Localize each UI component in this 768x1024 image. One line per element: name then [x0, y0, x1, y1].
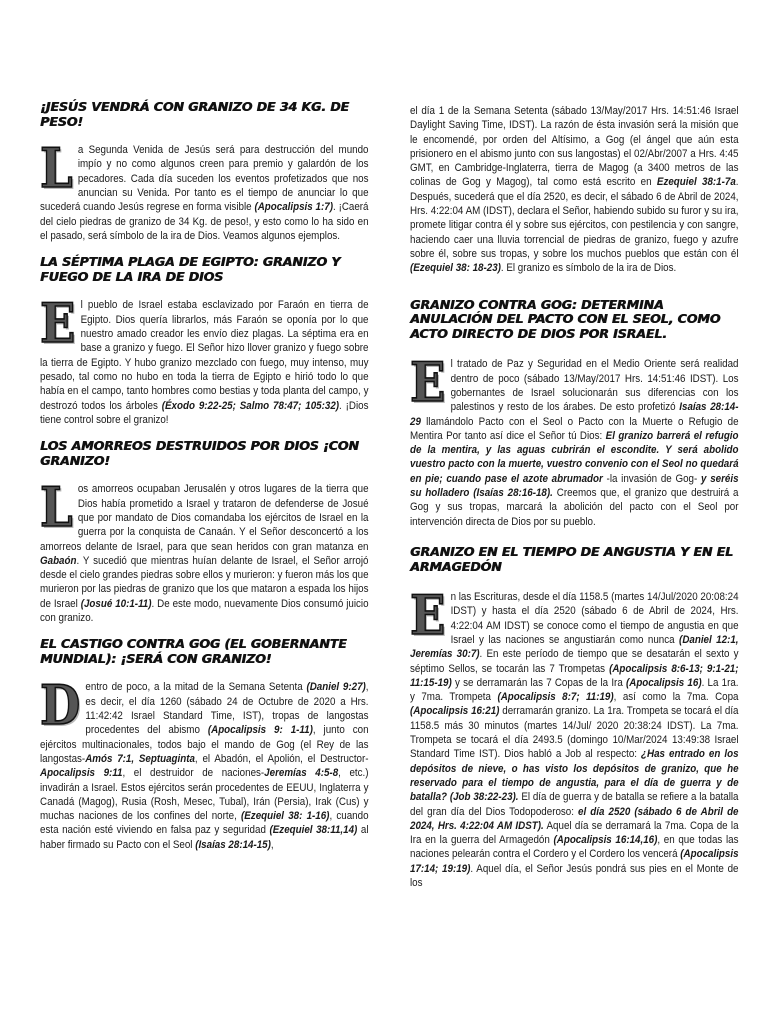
- paragraph: El tratado de Paz y Seguridad en el Medio Oriente será realidad dentro de poco (sábado 13/May/2017 Hrs. 14:51:46 IDST). Los gobernantes de Israel solucionarán sus diferencias con los palestinos y resto de los árabes. De esto profetizó Isaías 28:14-29 llamándolo Pacto con el Seol o Pacto con la Muerte o Refugio de Mentira Por tanto así dice el Señor tú Dios: El granizo barrerá el refugio de la mentira, y las aguas cubrirán el escondite. Y será abolido vuestro pacto con la muerte, vuestro convenio con el Seol no quedará en pie; cuando pase el azote abrumador -la invasión de Gog- y seréis su holladero (Isaías 28:16-18). Creemos que, el granizo que destruirá a Gog y sus tropas, marcará la abolición del pacto con el Seol por intervención directa de Dios por su pueblo.: [410, 350, 739, 528]
- drop-cap: E: [410, 350, 446, 415]
- section-heading: LA SÉPTIMA PLAGA DE EGIPTO: GRANIZO Y FUEGO DE LA IRA DE DIOS: [40, 254, 341, 284]
- section-heading: GRANIZO CONTRA GOG: DETERMINA ANULACIÓN DEL PACTO CON EL SEOL, COMO ACTO DIRECTO DE DIOS POR ISRAEL.: [410, 296, 721, 341]
- drop-cap: D: [40, 673, 81, 738]
- drop-cap: E: [410, 583, 446, 648]
- right-column: [410, 104, 738, 890]
- drop-cap: E: [40, 291, 76, 356]
- left-column: [40, 100, 368, 852]
- paragraph: La Segunda Venida de Jesús será para destrucción del mundo impío y no como algunos creen para premio y galardón de los pecadores. Cada día suceden los eventos profetizados que nos anuncian su Venida. Por tanto es el tiempo de anunciar lo que sucederá cuando Jesús regrese en forma visible (Apocalipsis 1:7). ¡Caerá del cielo piedras de granizo de 34 Kg. de peso!, y esto como lo ha sido en el pasado, será símbolo de la ira de Dios. Veamos algunos ejemplos.: [40, 136, 369, 242]
- paragraph: El pueblo de Israel estaba esclavizado por Faraón en tierra de Egipto. Dios quería librarlos, más Faraón se oponía por lo que nuestro amado creador les envío diez plagas. La séptima era en base a granizo y fuego. El Señor hizo llover granizo y fuego sobre la tierra de Egipto. Y hubo granizo mezclado con fuego, muy intenso, muy pesado, tal como no hubo en toda la tierra de Egipto e hirió todo lo que había en el campo, tanto hombres como bestias y toda planta del campo, y destrozó todos los árboles (Éxodo 9:22-25; Salmo 78:47; 105:32). ¡Dios tiene control sobre el granizo!: [40, 291, 369, 426]
- paragraph: En las Escrituras, desde el día 1158.5 (martes 14/Jul/2020 20:08:24 IDST) y hasta el día 2520 (sábado 6 de Abril de 2024, Hrs. 4:22:04 AM IDST) se conoce como el tiempo de angustia en que Israel y las naciones se angustiarán como nunca (Daniel 12:1, Jeremías 30:7). En este período de tiempo que se desatarán el sexto y séptimo Sellos, se tocarán las 7 Trompetas (Apocalipsis 8:6-13; 9:1-21; 11:15-19) y se derramarán las 7 Copas de la Ira (Apocalipsis 16). La 1ra. y 7ma. Trompeta (Apocalipsis 8:7; 11:19), así como la 7ma. Copa (Apocalipsis 16:21) derramarán granizo. La 1ra. Trompeta se tocará el día 1158.5 más 30 minutos (martes 14/Jul/ 2020 20:38:24 IDST). La 7ma. Trompeta se tocará el día 2493.5 (domingo 10/Mar/2024 13:49:38 Israel Standard Time IST). Dios habló a Job al respecto: ¿Has entrado en los depósitos de nieve, o has visto los depósitos de granizo, que he reservado para el tiempo de angustia, para el día de guerra y de batalla? (Job 38:22-23). El día de guerra y de batalla se refiere a la batalla del gran día del Dios Todopoderoso: el día 2520 (sábado 6 de Abril de 2024, Hrs. 4:22:04 AM IDST). Aquel día se derramará la 7ma. Copa de la Ira en la guerra del Armagedón (Apocalipsis 16:14,16), en que todas las naciones pelearán contra el Cordero y el Cordero los vencerá (Apocalipsis 17:14; 19:19). Aquel día, el Señor Jesús pondrá sus pies en el Monte de los: [410, 583, 739, 890]
- drop-cap: L: [40, 475, 73, 540]
- section-heading: LOS AMORREOS DESTRUIDOS POR DIOS ¡CON GRANIZO!: [40, 438, 359, 468]
- section-heading: ¡JESÚS VENDRÁ CON GRANIZO DE 34 KG. DE PESO!: [40, 99, 349, 129]
- section-heading: EL CASTIGO CONTRA GOG (EL GOBERNANTE MUNDIAL): ¡SERÁ CON GRANIZO!: [40, 636, 347, 666]
- paragraph: el día 1 de la Semana Setenta (sábado 13/May/2017 Hrs. 14:51:46 Israel Daylight Saving Time, IDST). La razón de ésta invasión será la misión que le encomendé, por orden del Altísimo, a Gog (el ángel que aún esta prisionero en el abismo junto con sus langostas) el 02/Abr/2007 a Hrs. 4:45 GMT, en Cambridge-Inglaterra, tierra de Magog (a 3400 metros de las colinas de Gog y Magog), tal como está escrito en Ezequiel 38:1-7a. Después, sucederá que el día 2520, es decir, el sábado 6 de Abril de 2024, Hrs. 4:22:04 AM (IDST), declara el Señor, habiendo subido su furor y su ira, promete litigar contra él y sobre sus ejércitos, con pestilencia y con sangre, haciendo caer una lluvia torrencial de piedras de granizo, fuego y azufre sobre él, sobre sus tropas, y sobre los muchos pueblos que están con él (Ezequiel 38: 18-23). El granizo es símbolo de la ira de Dios.: [410, 105, 739, 275]
- paragraph: Dentro de poco, a la mitad de la Semana Setenta (Daniel 9:27), es decir, el día 1260 (sábado 24 de Octubre de 2020 a Hrs. 11:42:42 Israel Standard Time, IST), tropas de langostas procedentes del abismo (Apocalipsis 9: 1-11), junto con ejércitos multinacionales, todos bajo el mando de Gog (el Rey de las langostas-Amós 7:1, Septuaginta, el Abadón, el Apolión, el Destructor-Apocalipsis 9:11, el destruidor de naciones-Jeremías 4:5-8, etc.) invadirán a Israel. Estos ejércitos serán procedentes de EEUU, Inglaterra y Canadá (Magog), Rusia (Rosh, Mesec, Tubal), Irán (Persia), Irak (Cus) y muchas naciones de los confines del norte, (Ezequiel 38: 1-16), cuando esta nación esté viviendo en falsa paz y seguridad (Ezequiel 38:11,14) al haber firmado su Pacto con el Seol (Isaías 28:14-15),: [40, 673, 369, 851]
- drop-cap: L: [40, 136, 73, 201]
- paragraph: Los amorreos ocupaban Jerusalén y otros lugares de la tierra que Dios había prometido a Israel y trataron de defenderse de Josué que por mandato de Dios comandaba los ejércitos de Israel en la guerra por la conquista de Canaán. Y el Señor desconcertó a los amorreos delante de Israel, para que sean heridos con gran matanza en Gabaón. Y sucedió que mientras huían delante de Israel, el Señor arrojó desde el cielo grandes piedras sobre ellos y murieron: y fueron más los que murieron por las piedras de granizo que los que mataron a espada los hijos de Israel (Josué 10:1-11). De este modo, nuevamente Dios consumó juicio con granizo.: [40, 475, 369, 624]
- section-heading: GRANIZO EN EL TIEMPO DE ANGUSTIA Y EN EL ARMAGEDÓN: [410, 543, 733, 574]
